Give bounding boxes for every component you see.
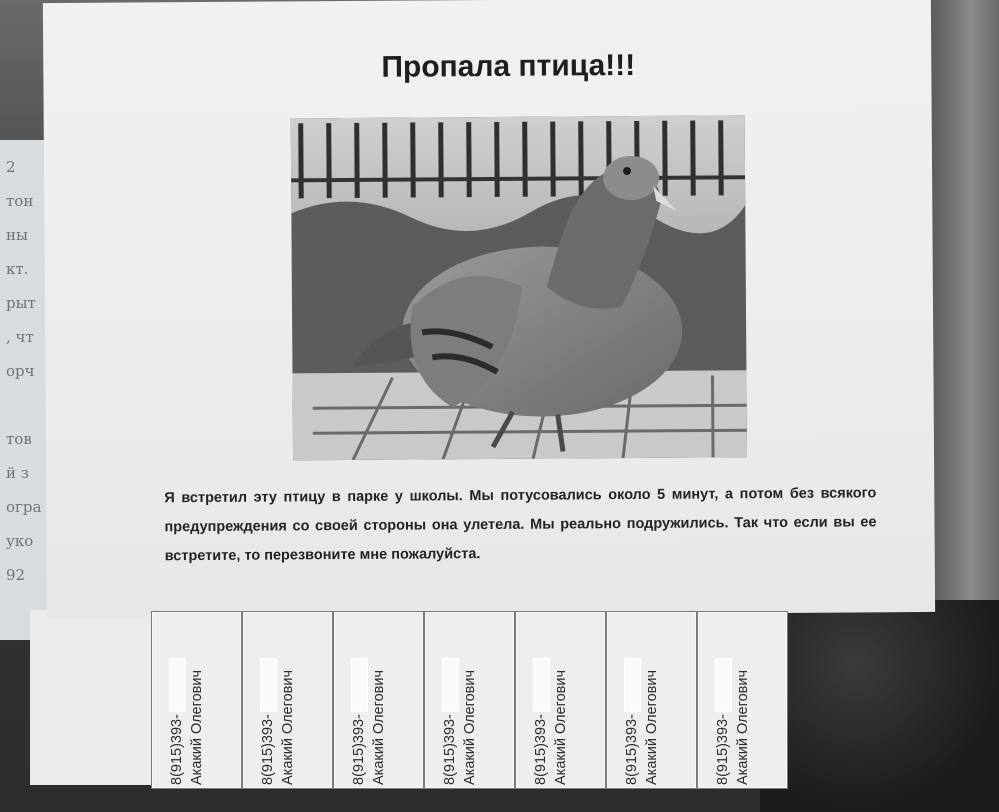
tab-contact-name: Акакий Олегович xyxy=(279,669,296,785)
phone-redaction xyxy=(623,658,640,712)
tab-phone-number: 8(915)393- xyxy=(441,714,458,785)
notice-body-text: Я встретил эту птицу в парке у школы. Мы потусовались около 5 минут, а потом без всякого предупреждения со своей стороны она улетела. Мы реально подружились. Так что если вы ее встретите, то перезвоните мне пожалуйста. xyxy=(164,485,877,565)
phone-redaction xyxy=(259,658,276,712)
phone-redaction xyxy=(350,658,367,712)
background-shadow xyxy=(760,600,999,812)
tab-contact-name: Акакий Олегович xyxy=(734,669,751,785)
lost-bird-notice xyxy=(43,0,935,618)
tear-off-tab[interactable] xyxy=(606,611,697,789)
tab-phone-number: 8(915)393- xyxy=(623,714,640,785)
tab-phone-number: 8(915)393- xyxy=(350,714,367,785)
tear-off-tab[interactable] xyxy=(151,611,242,789)
tab-phone-number: 8(915)393- xyxy=(259,714,276,785)
pigeon-illustration xyxy=(291,115,747,460)
pigeon-photo xyxy=(291,115,747,460)
tab-phone-number: 8(915)393- xyxy=(532,714,549,785)
phone-redaction xyxy=(441,658,458,712)
tab-contact-name: Акакий Олегович xyxy=(552,669,569,785)
tear-off-strip xyxy=(151,611,789,791)
notice-lower-edge xyxy=(30,610,158,785)
phone-redaction xyxy=(532,658,549,712)
tear-off-tab[interactable] xyxy=(333,611,424,789)
tear-off-tab[interactable] xyxy=(697,611,788,789)
tab-contact-name: Акакий Олегович xyxy=(461,669,478,785)
tab-contact-name: Акакий Олегович xyxy=(188,669,205,785)
tear-off-tab[interactable] xyxy=(424,611,515,789)
phone-redaction xyxy=(168,658,185,712)
tab-contact-name: Акакий Олегович xyxy=(643,669,660,785)
tab-phone-number: 8(915)393- xyxy=(168,714,185,785)
tab-phone-number: 8(915)393- xyxy=(714,714,731,785)
tear-off-tab[interactable] xyxy=(515,611,606,789)
tear-off-tab[interactable] xyxy=(242,611,333,789)
other-notice-text: 2 тон ны кт. рыт , чт орч тов й з огра уко 92 xyxy=(6,158,42,584)
tab-contact-name: Акакий Олегович xyxy=(370,669,387,785)
phone-redaction xyxy=(714,658,731,712)
notice-title: Пропала птица!!! xyxy=(381,48,636,84)
